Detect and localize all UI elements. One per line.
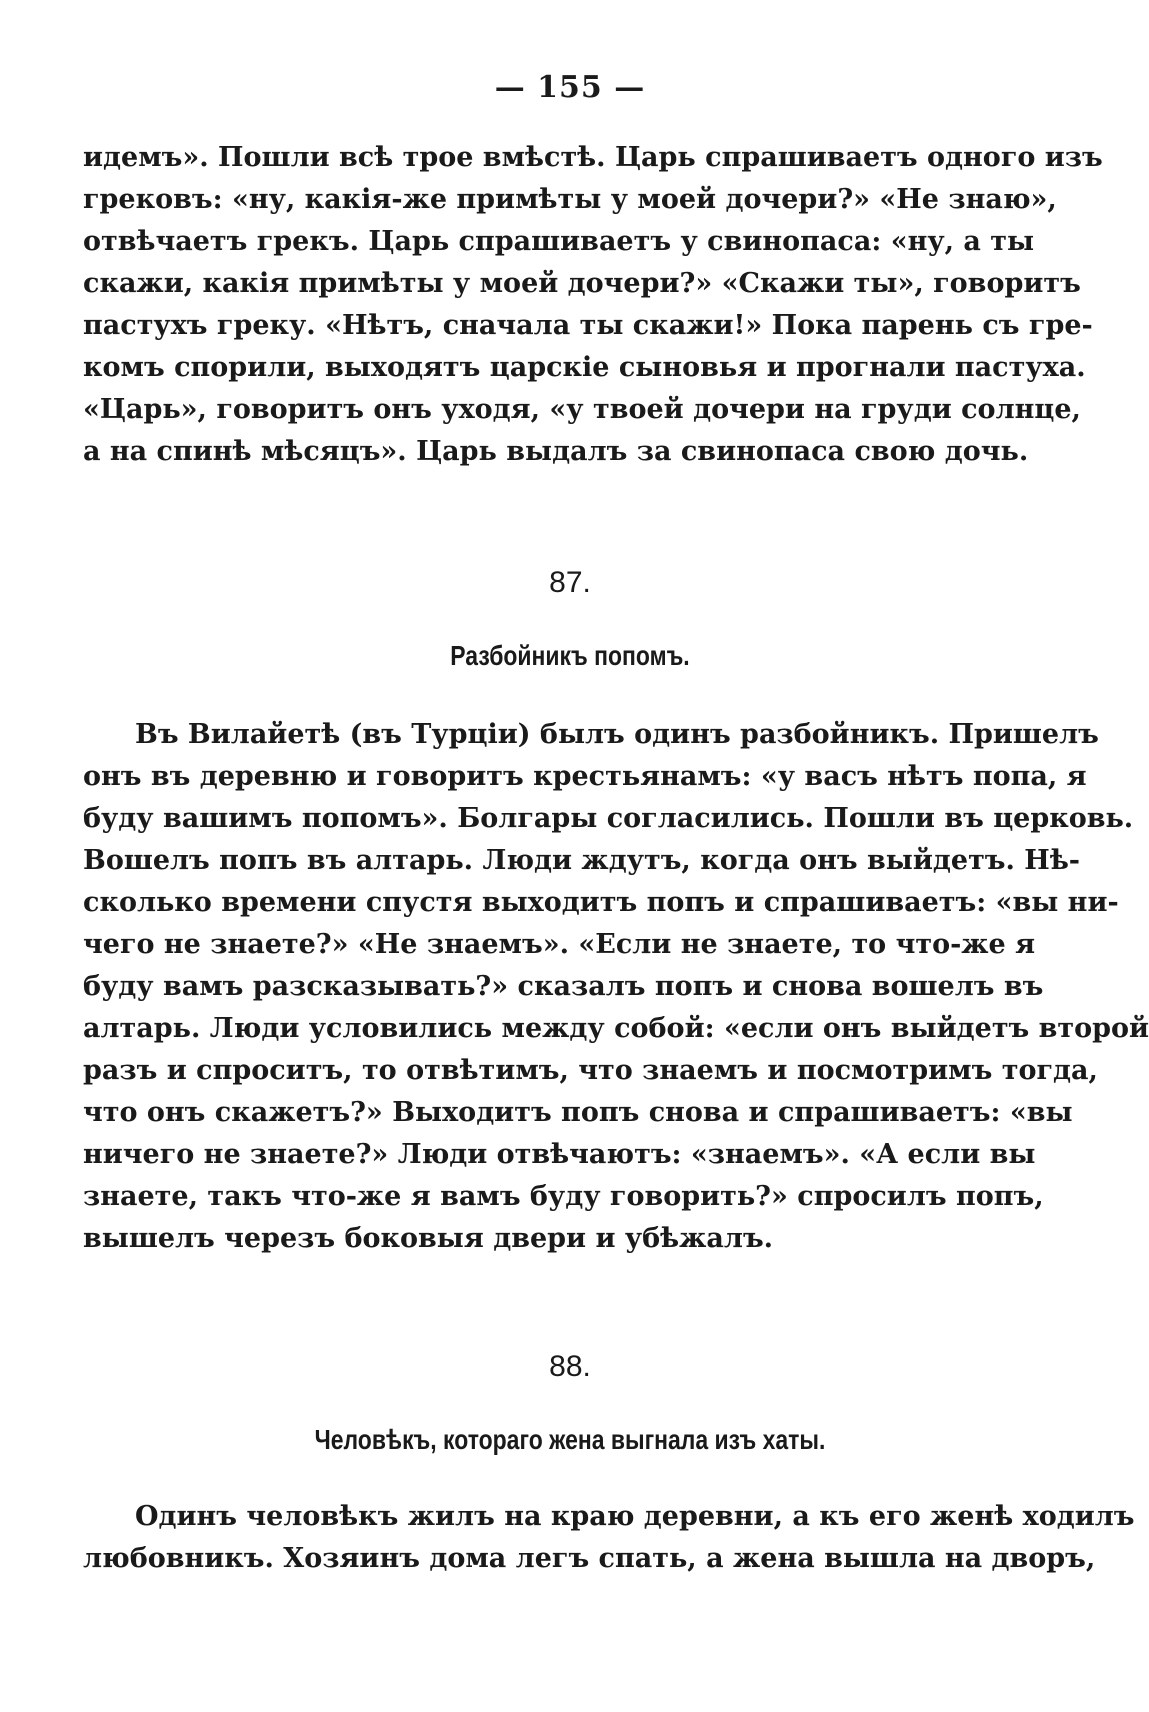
text-line: буду вамъ разсказывать?» сказалъ попъ и снова вошелъ въ — [83, 971, 1044, 1002]
text-line: пастухъ греку. «Нѣтъ, сначала ты скажи!» Пока парень съ гре- — [83, 310, 1093, 341]
text-line: разъ и спроситъ, то отвѣтимъ, что знаемъ и посмотримъ тогда, — [83, 1055, 1098, 1086]
text-line: «Царь», говоритъ онъ уходя, «у твоей дочери на груди солнце, — [83, 394, 1081, 425]
text-line: знаете, такъ что-же я вамъ буду говорить?» спросилъ попъ, — [83, 1181, 1044, 1212]
text-line: Одинъ человѣкъ жилъ на краю деревни, а къ его женѣ ходилъ — [135, 1501, 1135, 1532]
text-line: грековъ: «ну, какія-же примѣты у моей дочери?» «Не знаю», — [83, 184, 1057, 215]
text-line: онъ въ деревню и говоритъ крестьянамъ: «у васъ нѣтъ попа, я — [83, 761, 1087, 792]
story-87-paragraph — [83, 714, 1149, 1260]
text-line: алтарь. Люди условились между собой: «если онъ выйдетъ второй — [83, 1013, 1149, 1044]
text-line: отвѣчаетъ грекъ. Царь спрашиваетъ у свинопаса: «ну, а ты — [83, 226, 1035, 257]
text-line: Въ Вилайетѣ (въ Турціи) былъ одинъ разбойникъ. Пришелъ — [135, 719, 1099, 750]
page-number: — 155 — — [494, 70, 646, 105]
story-88-number: 88. — [549, 1350, 591, 1383]
text-line: ничего не знаете?» Люди отвѣчаютъ: «знаемъ». «А если вы — [83, 1139, 1036, 1170]
text-line: идемъ». Пошли всѣ трое вмѣстѣ. Царь спрашиваетъ одного изъ — [83, 142, 1103, 173]
text-line: комъ спорили, выходятъ царскіе сыновья и прогнали пастуха. — [83, 352, 1086, 383]
text-line: скажи, какія примѣты у моей дочери?» «Скажи ты», говоритъ — [83, 268, 1081, 299]
text-line: сколько времени спустя выходитъ попъ и спрашиваетъ: «вы ни- — [83, 887, 1119, 918]
text-line: буду вашимъ попомъ». Болгары согласились. Пошли въ церковь. — [83, 803, 1134, 834]
text-line: любовникъ. Хозяинъ дома легъ спать, а жена вышла на дворъ, — [83, 1543, 1096, 1574]
story-88-title: Человѣкъ, котораго жена выгнала изъ хаты. — [314, 1424, 826, 1455]
text-line: вышелъ черезъ боковыя двери и убѣжалъ. — [83, 1223, 774, 1254]
text-line: чего не знаете?» «Не знаемъ». «Если не знаете, то что-же я — [83, 929, 1036, 960]
story-87-title: Разбойникъ попомъ. — [450, 640, 690, 671]
text-line: что онъ скажетъ?» Выходитъ попъ снова и спрашиваетъ: «вы — [83, 1097, 1073, 1128]
story-87-number: 87. — [549, 566, 591, 599]
continuation-paragraph — [83, 137, 1103, 473]
text-line: Вошелъ попъ въ алтарь. Люди ждутъ, когда онъ выйдетъ. Нѣ- — [83, 845, 1081, 876]
story-88-paragraph — [83, 1496, 1135, 1580]
text-line: а на спинѣ мѣсяцъ». Царь выдалъ за свинопаса свою дочь. — [83, 436, 1029, 467]
